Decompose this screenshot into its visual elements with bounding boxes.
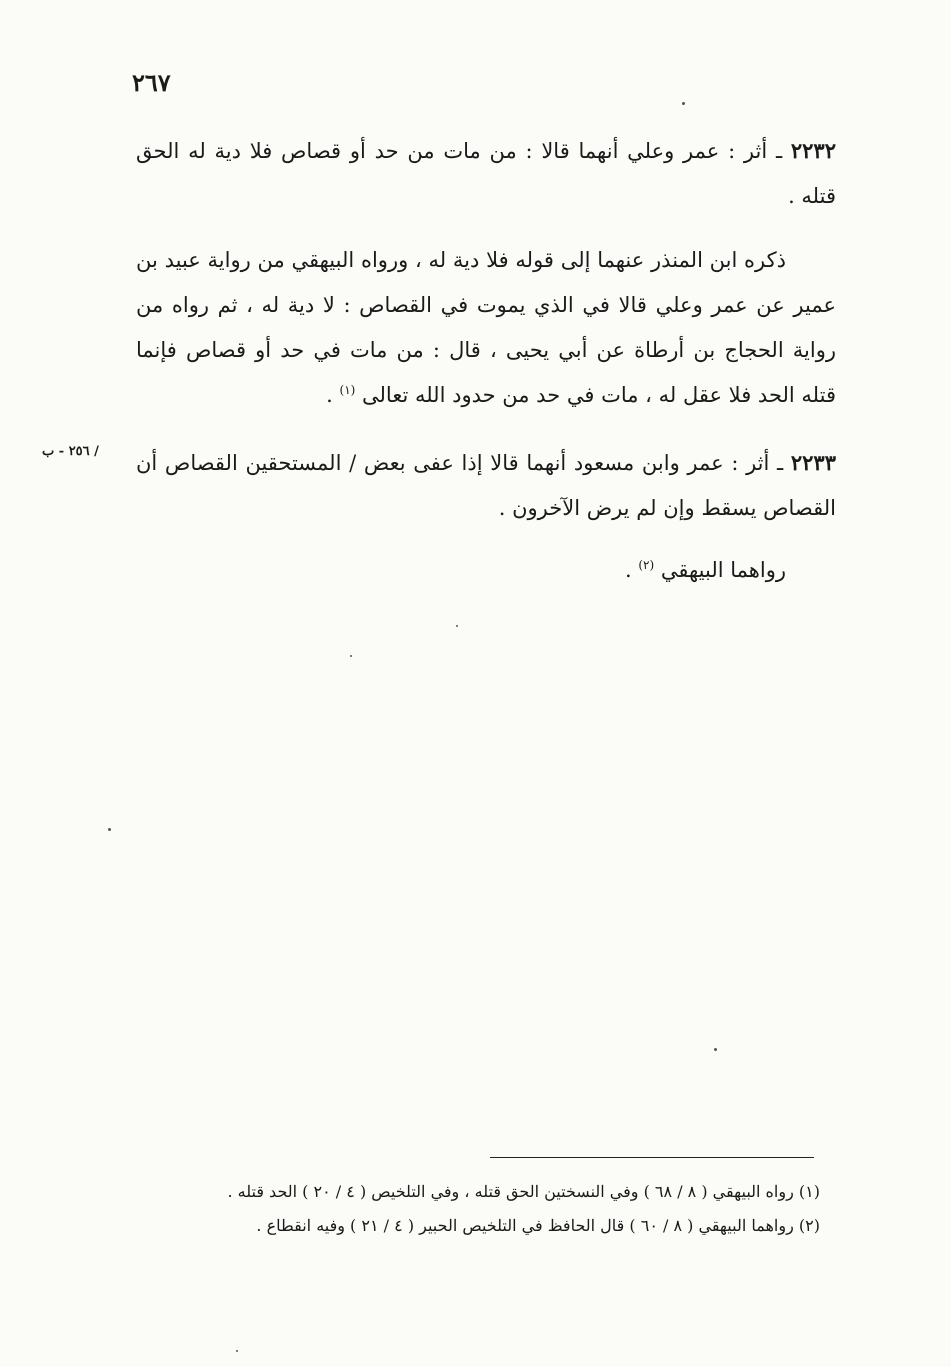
scan-speck bbox=[682, 102, 685, 105]
footnote-2: (٢) رواهما البيهقي ( ٨ / ٦٠ ) قال الحافظ في التلخيص الحبير ( ٤ / ٢١ ) وفيه انقطاع . bbox=[256, 1216, 820, 1235]
entry-text: ـ أثر : عمر وابن مسعود أنهما قالا إذا عفى بعض / المستحقين القصاص أن القصاص يسقط وإن لم يرض الآخرون . bbox=[136, 451, 836, 520]
commentary-text: رواهما البيهقي bbox=[660, 558, 786, 582]
scan-speck bbox=[236, 1350, 238, 1352]
entry-number: ٢٢٣٣ bbox=[790, 450, 836, 475]
scan-speck bbox=[350, 655, 352, 657]
entry-2233 bbox=[136, 440, 836, 531]
entry-text: ـ أثر : عمر وعلي أنهما قالا : من مات من حد أو قصاص فلا دية له الحق قتله . bbox=[136, 139, 836, 208]
commentary-2232 bbox=[136, 238, 836, 418]
scan-speck bbox=[108, 828, 111, 831]
commentary-text: ذكره ابن المنذر عنهما إلى قوله فلا دية له ، ورواه البيهقي من رواية عبيد بن عمير عن عمر وعلي قالا في الذي يموت في القصاص : لا دية له ، ثم رواه من رواية الحجاج بن أرطاة عن أبي يحيى ، قال : من مات في حد أو قصاص فإنما قتله الحد فلا عقل له ، مات في حد من حدود الله تعالى bbox=[136, 248, 836, 407]
entry-number: ٢٢٣٢ bbox=[790, 138, 836, 163]
footnote-1: (١) رواه البيهقي ( ٨ / ٦٨ ) وفي النسختين الحق قتله ، وفي التلخيص ( ٤ / ٢٠ ) الحد قتله . bbox=[227, 1182, 820, 1201]
footnote-ref-2[interactable]: (٢) bbox=[638, 558, 655, 572]
sentence-end: . bbox=[624, 558, 632, 582]
commentary-2233 bbox=[136, 548, 836, 593]
footnotes bbox=[160, 1175, 820, 1243]
sentence-end: . bbox=[326, 383, 333, 407]
scan-speck bbox=[456, 625, 458, 627]
entry-2232 bbox=[136, 128, 836, 219]
page-number: ٢٦٧ bbox=[132, 68, 171, 97]
scan-speck bbox=[714, 1048, 717, 1051]
margin-manuscript-reference: / ٢٥٦ - ب bbox=[42, 444, 99, 459]
footnote-ref-1[interactable]: (١) bbox=[339, 383, 356, 397]
footnote-separator bbox=[490, 1157, 814, 1158]
